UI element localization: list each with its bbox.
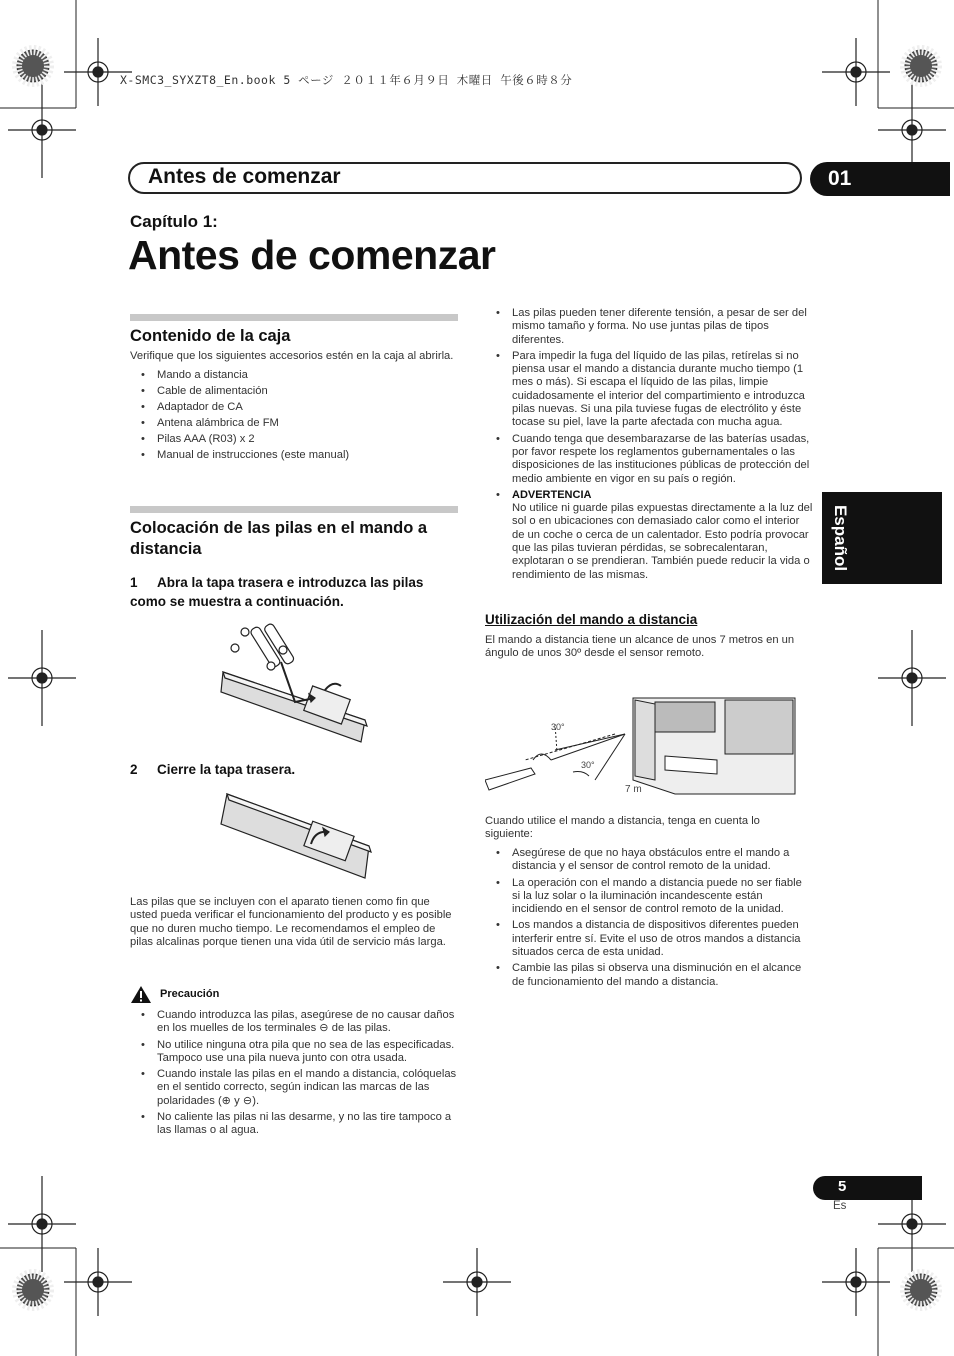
list-item: • Cuando instale las pilas en el mando a distancia, colóquelas en el sentido correcto, según indican las marcas de las polaridades (⊕ y ⊖). xyxy=(130,1068,458,1108)
chapter-label: Capítulo 1: xyxy=(130,212,218,231)
list-item: • Cuando introduzca las pilas, asegúrese de no causar daños en los muelles de los terminales ⊖ de las pilas. xyxy=(130,1009,458,1036)
battery-note: Las pilas que se incluyen con el aparato tienen como fin que usted pueda verificar el funcionamiento del producto y es posible que no duren mucho tiempo. Le recomendamos el empleo de pilas alcalinas porque tienen una vida útil de servicio más larga. xyxy=(130,896,452,948)
section-contenido xyxy=(130,326,458,465)
distance-label: 7 m xyxy=(625,784,642,795)
page-language-code: Es xyxy=(833,1200,847,1212)
list-item: • Los mandos a distancia de dispositivos diferentes pueden interferir entre sí. Evite el uso de otros mandos a distancia situados cerca de esta unidad. xyxy=(485,919,813,959)
list-item: • Cambie las pilas si observa una disminución en el alcance de funcionamiento del mando a distancia. xyxy=(485,962,813,989)
step-number: 2 xyxy=(130,762,138,777)
step-text: Cierre la tapa trasera. xyxy=(157,762,296,777)
list-item: • Asegúrese de que no haya obstáculos entre el mando a distancia y el sensor de control remoto de la unidad. xyxy=(485,847,813,874)
list-item: • Para impedir la fuga del líquido de las pilas, retírelas si no piensa usar el mando a distancia durante mucho tiempo (1 mes o más). Si escapa el líquido de las pilas, limpie cuidadosamente el interior del compartimiento e introduzca pilas nuevas. Si una pila tuviese fugas de electrólito y éste tocase su piel, lave la parte afectada con mucha agua. xyxy=(485,350,813,430)
page-number: 5 xyxy=(838,1178,847,1195)
section-rule xyxy=(130,506,458,513)
list-item: • Pilas AAA (R03) x 2 xyxy=(130,433,458,446)
angle-label-top: 30° xyxy=(551,722,565,732)
section-rule xyxy=(130,314,458,321)
warning-triangle-icon xyxy=(130,985,152,1004)
warning-text: No utilice ni guarde pilas expuestas directamente a la luz del sol o en ubicaciones con demasiado calor como el interior de un coche o cerca de un calentador. Esto podría provocar que las pilas tuvieran pérdidas, se sobrecalentaran, explotaran o se prendieran. También puede reducir la vida o rendimiento de las mismas. xyxy=(512,502,813,581)
section-heading: Colocación de las pilas en el mando a distancia xyxy=(130,519,428,559)
caution-list xyxy=(130,1009,458,1141)
list-item: • No caliente las pilas ni las desarme, y no las tire tampoco a las llamas o al agua. xyxy=(130,1111,458,1138)
page-number-tab xyxy=(813,1176,922,1200)
page-title: Antes de comenzar xyxy=(128,232,496,278)
range-notes-intro: Cuando utilice el mando a distancia, tenga en cuenta lo siguiente: xyxy=(485,815,760,841)
remote-range-diagram xyxy=(485,690,805,800)
list-item: • Cable de alimentación xyxy=(130,385,458,398)
list-item: • Cuando tenga que desembarazarse de las baterías usadas, por favor respete los reglamentos gubernamentales o las disposiciones de las instituciones públicas de protección del medio ambiente en vigor en su país o región. xyxy=(485,433,813,486)
list-item: • Manual de instrucciones (este manual) xyxy=(130,449,458,462)
warning-label: • ADVERTENCIA xyxy=(512,488,592,501)
section-heading: Contenido de la caja xyxy=(130,327,291,345)
step-2 xyxy=(130,760,460,779)
list-item: • Adaptador de CA xyxy=(130,401,458,414)
range-intro: El mando a distancia tiene un alcance de unos 7 metros en un ángulo de unos 30º desde el sensor remoto. xyxy=(485,634,795,660)
battery-bullets xyxy=(485,307,813,585)
close-cover-illustration xyxy=(215,788,375,883)
list-item: • No utilice ninguna otra pila que no sea de las especificadas. Tampoco use una pila nueva junto con otra usada. xyxy=(130,1039,458,1066)
step-number: 1 xyxy=(130,575,138,590)
subsection-heading: Utilización del mando a distancia xyxy=(485,612,698,627)
print-header: X-SMC3_SYXZT8_En.book 5 ページ ２０１１年６月９日 木曜日 午後６時８分 xyxy=(120,73,573,87)
step-1 xyxy=(130,573,460,611)
language-tab-label: Español xyxy=(831,504,850,572)
step-text: Abra la tapa trasera e introduzca las pilas como se muestra a continuación. xyxy=(130,575,424,609)
list-item: • Antena alámbrica de FM xyxy=(130,417,458,430)
section-intro: Verifique que los siguientes accesorios estén en la caja al abrirla. xyxy=(130,350,454,363)
section-colocacion xyxy=(130,518,458,561)
accessories-list xyxy=(130,369,458,463)
running-header-title: Antes de comenzar xyxy=(148,165,341,188)
angle-label-bottom: 30° xyxy=(581,760,595,770)
list-item-warning xyxy=(485,489,813,582)
caution-label: Precaución xyxy=(160,988,220,1000)
battery-insert-illustration xyxy=(215,622,375,752)
list-item: • Las pilas pueden tener diferente tensión, a pesar de ser del mismo tamaño y forma. No use juntas pilas de tipos diferentes. xyxy=(485,307,813,347)
list-item: • Mando a distancia xyxy=(130,369,458,382)
range-notes-list xyxy=(485,847,813,992)
chapter-number: 01 xyxy=(828,167,852,190)
list-item: • La operación con el mando a distancia puede no ser fiable si la luz solar o la iluminación incandescente están incidiendo en el sensor de control remoto de la unidad. xyxy=(485,877,813,917)
